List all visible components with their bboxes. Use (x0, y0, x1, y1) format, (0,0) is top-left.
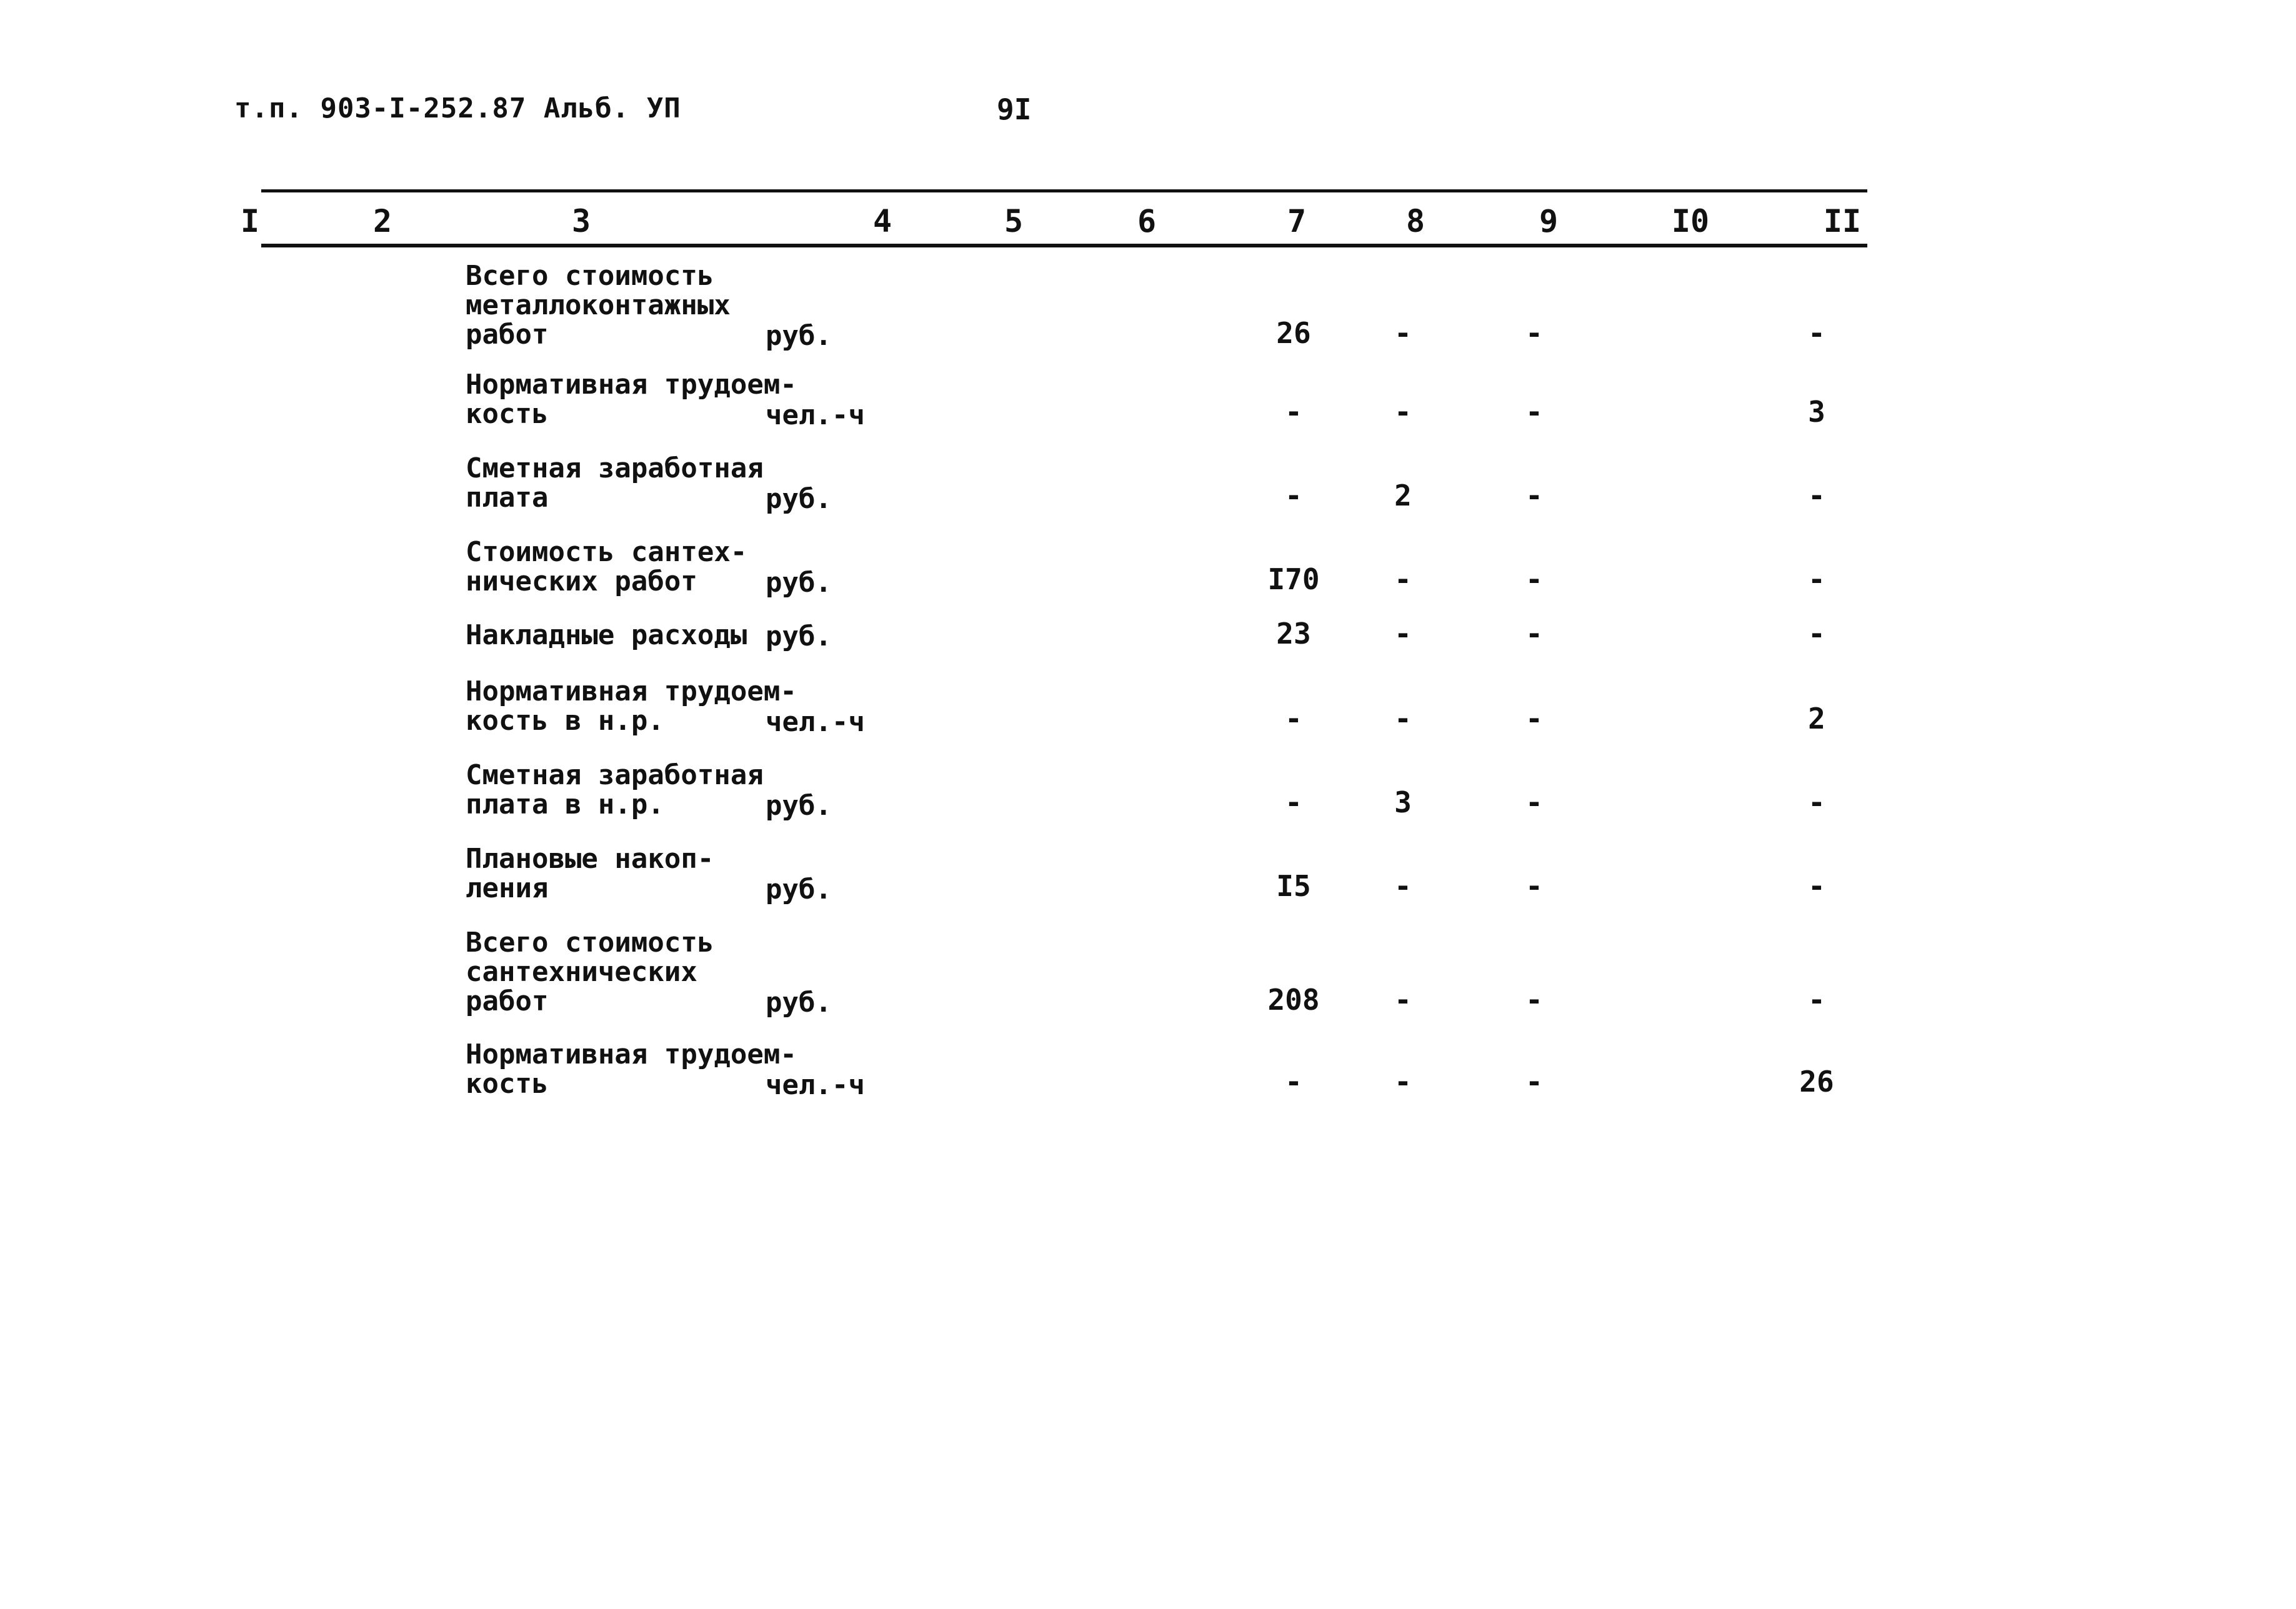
cell-col-11: 2 (1808, 702, 1825, 735)
cell-col-9: - (1525, 617, 1543, 650)
cell-col-8: - (1394, 702, 1412, 735)
table-top-rule (261, 189, 1867, 192)
row-label: Нормативная трудоем- кость в н.р. (466, 675, 797, 737)
cell-col-11: - (1808, 479, 1825, 512)
cell-col-9: - (1525, 785, 1543, 819)
cell-col-11: - (1808, 617, 1825, 650)
row-label: Всего стоимость металлоконтажных работ (466, 260, 731, 351)
cell-col-9: - (1525, 869, 1543, 903)
row-label: Нормативная трудоем- кость (466, 369, 797, 430)
cell-col-7: 26 (1276, 316, 1311, 350)
column-header-9: 9 (1539, 203, 1559, 239)
row-unit: руб. (766, 790, 832, 822)
document-reference: т.п. 903-I-252.87 Альб. УП (234, 92, 681, 124)
row-unit: руб. (766, 987, 832, 1019)
cell-col-7: - (1285, 702, 1302, 735)
column-header-4: 4 (872, 203, 892, 239)
cell-col-8: - (1394, 1065, 1412, 1098)
column-header-6: 6 (1137, 203, 1157, 239)
cell-col-7: I70 (1267, 562, 1320, 596)
cell-col-8: - (1394, 869, 1412, 903)
cell-col-8: - (1394, 316, 1412, 350)
cell-col-9: - (1525, 983, 1543, 1017)
cell-col-11: - (1808, 316, 1825, 350)
cell-col-7: - (1285, 785, 1302, 819)
cell-col-11: 26 (1799, 1065, 1834, 1098)
row-unit: руб. (766, 874, 832, 905)
column-header-8: 8 (1405, 203, 1425, 239)
cell-col-8: - (1394, 617, 1412, 650)
row-label: Сметная заработная плата (466, 452, 764, 514)
column-header-10: I0 (1671, 203, 1710, 239)
cell-col-7: - (1285, 479, 1302, 512)
cell-col-7: - (1285, 1065, 1302, 1098)
cell-col-8: 2 (1394, 479, 1412, 512)
cell-col-7: - (1285, 395, 1302, 429)
row-label: Сметная заработная плата в н.р. (466, 759, 764, 820)
cell-col-8: - (1394, 395, 1412, 429)
cell-col-9: - (1525, 479, 1543, 512)
cell-col-9: - (1525, 1065, 1543, 1098)
cell-col-11: - (1808, 869, 1825, 903)
column-header-11: II (1823, 203, 1862, 239)
row-label: Накладные расходы (466, 619, 747, 651)
column-header-5: 5 (1004, 203, 1024, 239)
cell-col-11: - (1808, 562, 1825, 596)
cell-col-7: 23 (1276, 617, 1311, 650)
row-unit: руб. (766, 483, 832, 515)
row-unit: чел.-ч (766, 399, 865, 431)
cell-col-8: - (1394, 983, 1412, 1017)
cell-col-8: - (1394, 562, 1412, 596)
cell-col-9: - (1525, 702, 1543, 735)
column-header-1: I (240, 203, 260, 239)
column-header-7: 7 (1287, 203, 1307, 239)
row-label: Стоимость сантех- нических работ (466, 536, 747, 597)
row-label: Всего стоимость сантехнических работ (466, 927, 714, 1017)
cell-col-11: - (1808, 983, 1825, 1017)
row-unit: руб. (766, 567, 832, 599)
table-header-rule (261, 244, 1867, 247)
row-unit: руб. (766, 620, 832, 652)
cell-col-9: - (1525, 562, 1543, 596)
cell-col-8: 3 (1394, 785, 1412, 819)
row-unit: чел.-ч (766, 1069, 865, 1101)
column-header-2: 2 (372, 203, 392, 239)
row-label: Нормативная трудоем- кость (466, 1039, 797, 1100)
cell-col-9: - (1525, 395, 1543, 429)
column-header-3: 3 (571, 203, 591, 239)
cell-col-7: I5 (1276, 869, 1311, 903)
cell-col-11: - (1808, 785, 1825, 819)
row-unit: руб. (766, 320, 832, 352)
cell-col-11: 3 (1808, 395, 1825, 429)
page-number: 9I (997, 92, 1032, 126)
row-unit: чел.-ч (766, 706, 865, 738)
cell-col-7: 208 (1267, 983, 1320, 1017)
row-label: Плановые накоп- ления (466, 843, 714, 904)
cell-col-9: - (1525, 316, 1543, 350)
